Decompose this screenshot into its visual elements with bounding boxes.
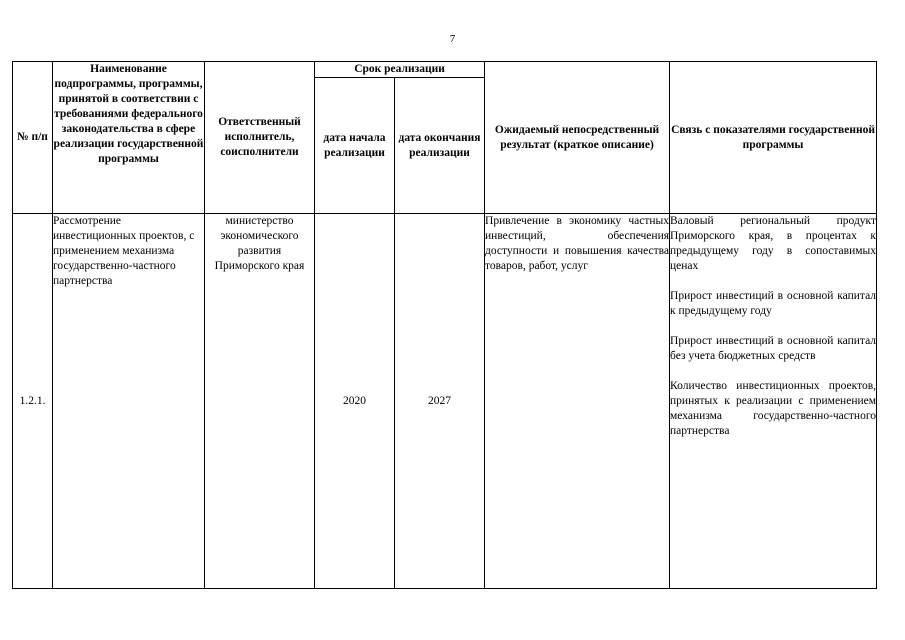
row-executor: министерство экономического развития Приморского края [205,214,315,589]
header-expected-result: Ожидаемый непосредственный результат (краткое описание) [485,62,670,214]
header-executor: Ответственный исполнитель, соисполнители [205,62,315,214]
page-number: 7 [449,33,456,45]
program-table [12,61,877,589]
indicator-item: Прирост инвестиций в основной капитал без учета бюджетных средств [670,335,877,362]
row-number: 1.2.1. [13,214,53,589]
indicator-item: Количество инвестиционных проектов, принятых к реализации с применением механизма государственно-частного партнерства [670,380,877,437]
header-number: № п/п [13,62,53,214]
header-program-name: Наименование подпрограммы, программы, принятой в соответствии с требованиями федерального законодательства в сфере реализации государственной программы [53,62,205,214]
indicator-item: Прирост инвестиций в основной капитал к предыдущему году [670,290,877,317]
table-row [13,214,877,589]
header-end-date: дата окончания реализации [395,78,485,214]
header-implementation-period: Срок реализации [315,62,485,78]
row-expected-result: Привлечение в экономику частных инвестиций, обеспечения доступности и повышения качества товаров, работ, услуг [485,214,670,589]
row-program-name: Рассмотрение инвестиционных проектов, с применением механизма государственно-частного партнерства [53,214,205,589]
row-end-date: 2027 [395,214,485,589]
header-indicators-link: Связь с показателями государственной программы [670,62,877,214]
row-start-date: 2020 [315,214,395,589]
header-start-date: дата начала реализации [315,78,395,214]
row-indicators [670,214,877,589]
indicator-item: Валовый региональный продукт Приморского края, в процентах к предыдущему году в сопоставимых ценах [670,215,877,272]
